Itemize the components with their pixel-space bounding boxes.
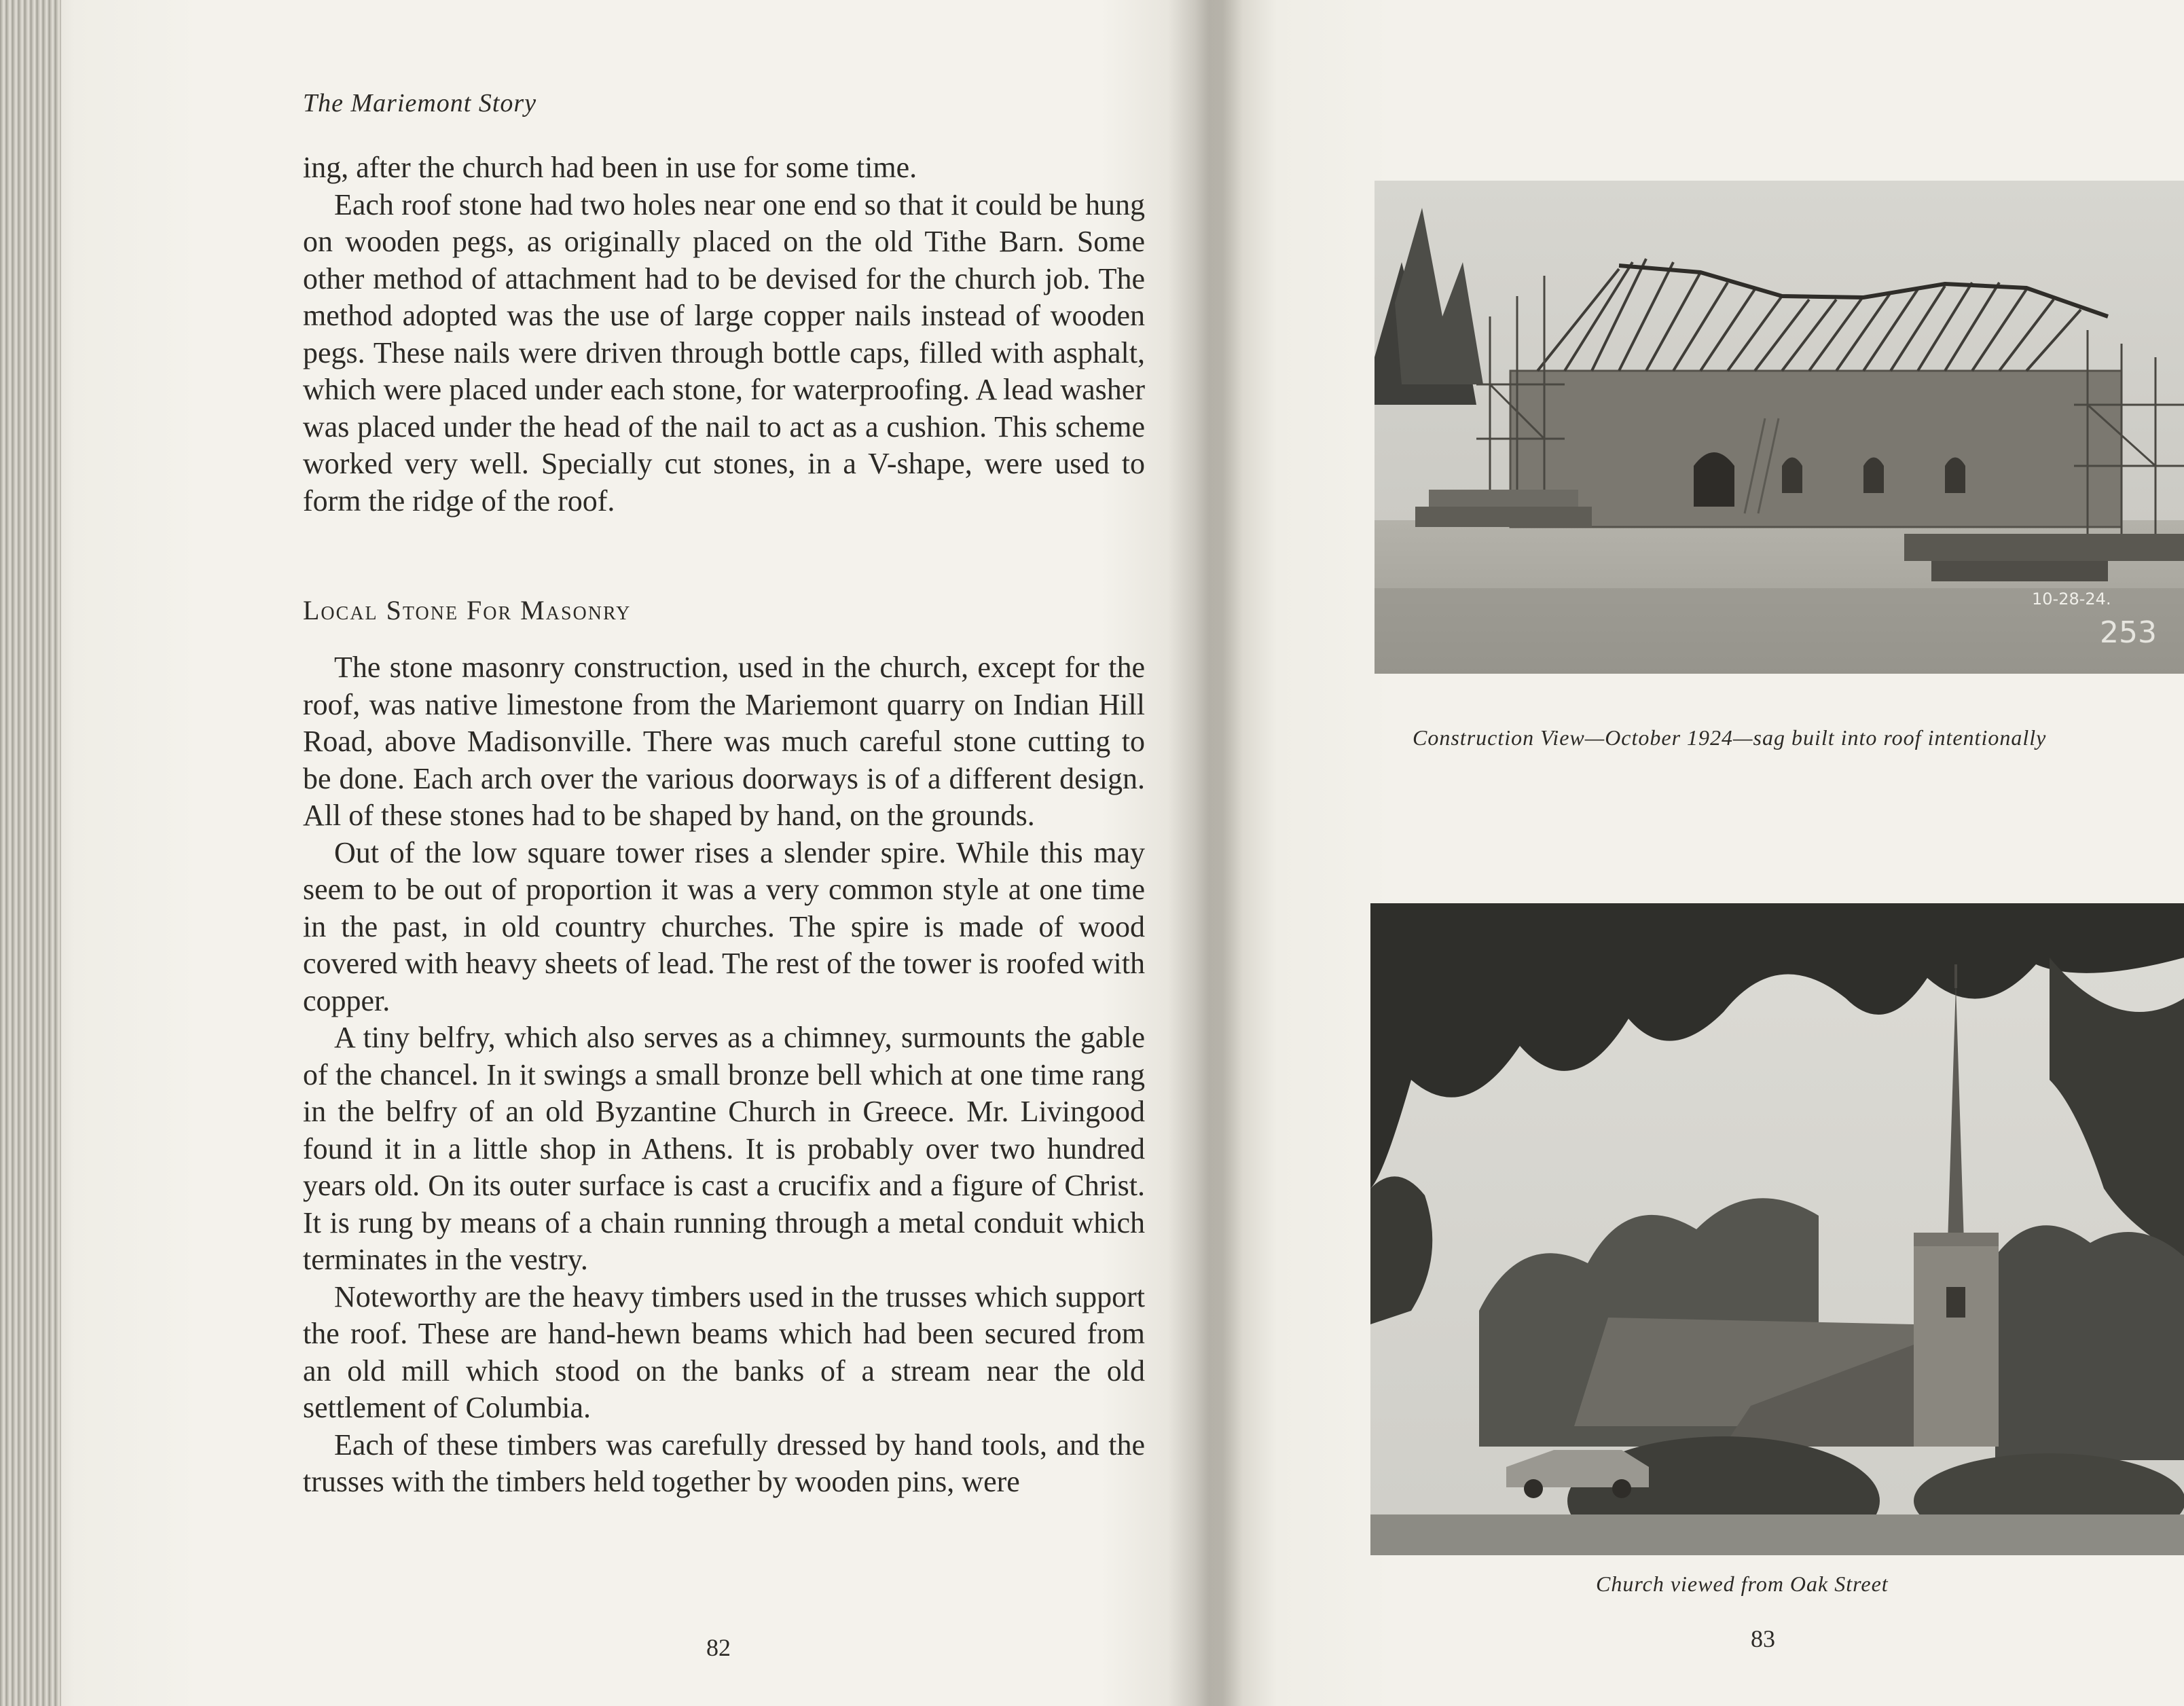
book-gutter [1168,0,1243,1706]
paragraph: Noteworthy are the heavy timbers used in the trusses which support the roof. These are hand-hewn beams which had been secured from an old mill which stood on the banks of a stream near the old settlement of Columbia. [303,1280,1145,1424]
paragraph: A tiny belfry, which also serves as a chimney, surmounts the gable of the chancel. In it swings a small bronze bell which at one time rang in the belfry of an old Byzantine Church in Greece. Mr. Livingood found it in a little shop in Athens. It is probably over two hundred years old. On its outer surface is cast a crucifix and a figure of Christ. It is rung by means of a chain running through a metal conduit which terminates in the vestry. [303,1021,1145,1276]
church-photo-icon [1370,903,2184,1555]
construction-photo-icon [1375,181,2184,674]
paragraph: Each roof stone had two holes near one end so that it could be hung on wooden pegs, as originally placed on the old Tithe Barn. Some other method of attachment had to be devised for the church job. The method adopted was the use of large copper nails instead of wooden pegs. These nails were driven through bottle caps, filled with asphalt, which were placed under each stone, for waterproofing. A lead washer was placed under the head of the nail to act as a cushion. This scheme worked very well. Specially cut stones, in a V-shape, were used to form the ridge of the roof. [303,187,1145,518]
left-page [303,88,1145,1501]
plate-number: 253 [2100,615,2157,650]
date-mark: 10-28-24. [2032,589,2111,609]
paragraph: ing, after the church had been in use for some time. [303,151,917,184]
page-edges [0,0,61,1706]
page-number-left: 82 [706,1634,731,1661]
paragraph: Each of these timbers was carefully dressed by hand tools, and the trusses with the timbers held together by wooden pins, were [303,1428,1145,1498]
construction-photo [1375,181,2184,674]
paragraph: The stone masonry construction, used in the church, except for the roof, was native limestone from the Mariemont quarry on Indian Hill Road, above Madisonville. There was much careful stone cutting to be done. Each arch over the various doorways is of a different design. All of these stones had to be shaped by hand, on the grounds. [303,651,1145,832]
caption-construction-view: Construction View—October 1924—sag built into roof intentionally [1413,725,2047,750]
page-number-right: 83 [1751,1625,1775,1652]
caption-church-view: Church viewed from Oak Street [1596,1572,1889,1596]
church-photo [1370,903,2184,1555]
running-head: The Mariemont Story [303,89,537,117]
section-heading: Local Stone For Masonry [303,595,632,625]
paragraph: Out of the low square tower rises a slender spire. While this may seem to be out of proportion it was a very common style at one time in the past, in old country churches. The spire is made of wood covered with heavy sheets of lead. The rest of the tower is roofed with copper. [303,835,1145,1017]
